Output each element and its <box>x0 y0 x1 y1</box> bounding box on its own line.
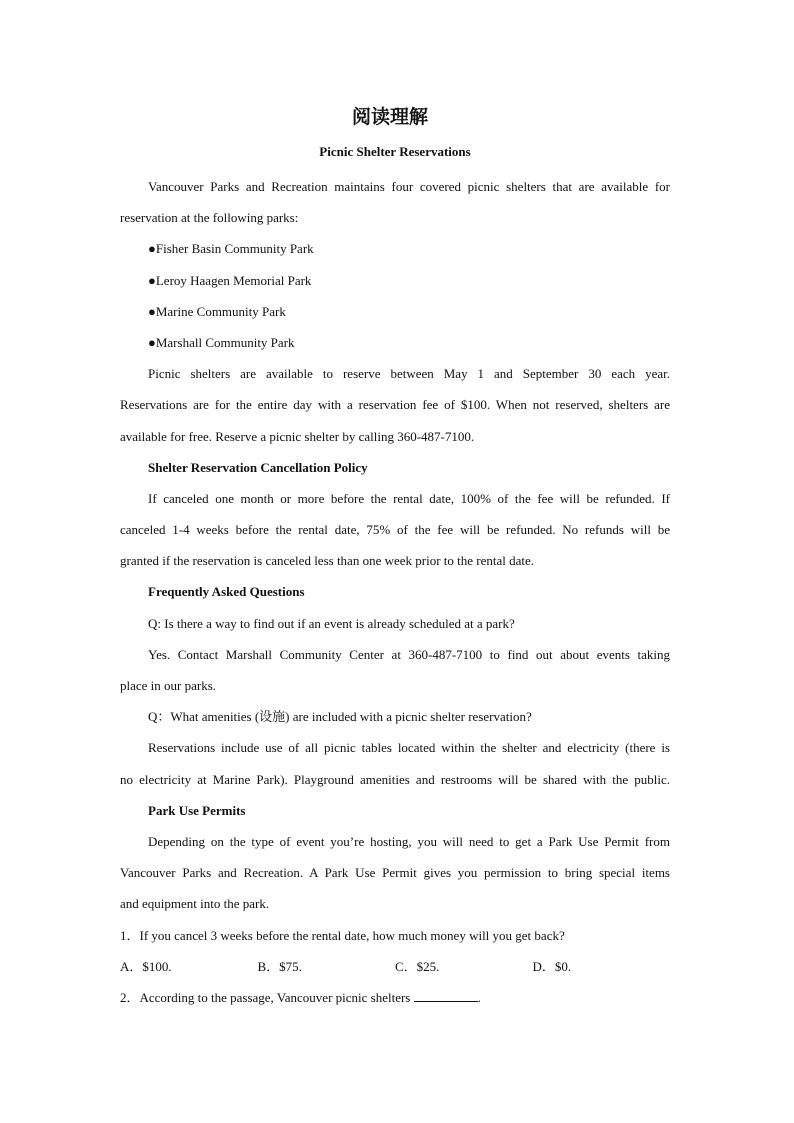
page-heading: 阅读理解 <box>351 107 428 128</box>
paragraph-line: Reservations are for the entire day with a reservation fee of $100. When not reserved, shelters are <box>120 397 670 413</box>
paragraph-line: Vancouver Parks and Recreation. A Park Use Permit gives you permission to bring special items <box>120 865 670 881</box>
question-suffix: . <box>477 989 481 1005</box>
faq-answer-line: no electricity at Marine Park). Playground amenities and restrooms will be shared with the public. <box>120 771 670 787</box>
park-list-item: ●Fisher Basin Community Park <box>148 241 314 257</box>
option-b[interactable]: B．$75. <box>257 958 302 974</box>
question-1 <box>120 920 670 982</box>
section-heading-permits: Park Use Permits <box>148 802 246 818</box>
faq-answer-line: place in our parks. <box>120 678 217 693</box>
section-heading-faq: Frequently Asked Questions <box>148 584 305 600</box>
question-stem: 2．According to the passage, Vancouver picnic shelters <box>120 989 411 1005</box>
paragraph-line: If canceled one month or more before the rental date, 100% of the fee will be refunded. If <box>148 490 670 506</box>
answer-options <box>120 951 670 982</box>
park-list-item: ●Leroy Haagen Memorial Park <box>148 272 312 288</box>
section-heading-cancellation: Shelter Reservation Cancellation Policy <box>148 459 368 475</box>
question-stem-row <box>120 982 670 1013</box>
paragraph-line: and equipment into the park. <box>120 896 270 912</box>
cancellation-paragraph <box>120 483 670 577</box>
passage-title: Picnic Shelter Reservations <box>319 144 471 159</box>
faq-answer-line: Yes. Contact Marshall Community Center at 360-487-7100 to find out about events taking <box>148 646 670 662</box>
paragraph-line: Depending on the type of event you’re hosting, you will need to get a Park Use Permit from <box>148 833 670 849</box>
faq-question: Q: Is there a way to find out if an event is already scheduled at a park? <box>148 615 515 631</box>
paragraph-line: available for free. Reserve a picnic shelter by calling 360-487-7100. <box>120 428 475 444</box>
park-list <box>120 233 670 358</box>
faq-question: Q：What amenities (设施) are included with a picnic shelter reservation? <box>148 709 532 725</box>
question-stem: 1．If you cancel 3 weeks before the rental date, how much money will you get back? <box>120 927 565 943</box>
option-a[interactable]: A．$100. <box>120 958 172 974</box>
intro-line: reservation at the following parks: <box>120 210 299 226</box>
paragraph-line: Picnic shelters are available to reserve between May 1 and September 30 each year. <box>148 366 670 382</box>
park-list-item: ●Marshall Community Park <box>148 334 295 350</box>
document-page <box>120 104 670 1013</box>
option-c[interactable]: C．$25. <box>395 958 440 974</box>
answer-blank[interactable] <box>414 989 478 1002</box>
availability-paragraph <box>120 358 670 452</box>
option-d[interactable]: D．$0. <box>532 958 572 974</box>
question-2 <box>120 982 670 1013</box>
intro-line: Vancouver Parks and Recreation maintains four covered picnic shelters that are available for <box>148 179 670 194</box>
paragraph-line: canceled 1-4 weeks before the rental date, 75% of the fee will be refunded. No refunds will be <box>120 522 670 538</box>
paragraph-line: granted if the reservation is canceled less than one week prior to the rental date. <box>120 553 535 569</box>
permits-paragraph <box>120 826 670 920</box>
faq-section <box>120 608 670 795</box>
park-list-item: ●Marine Community Park <box>148 303 286 319</box>
faq-answer-line: Reservations include use of all picnic tables located within the shelter and electricity (there is <box>148 740 670 756</box>
